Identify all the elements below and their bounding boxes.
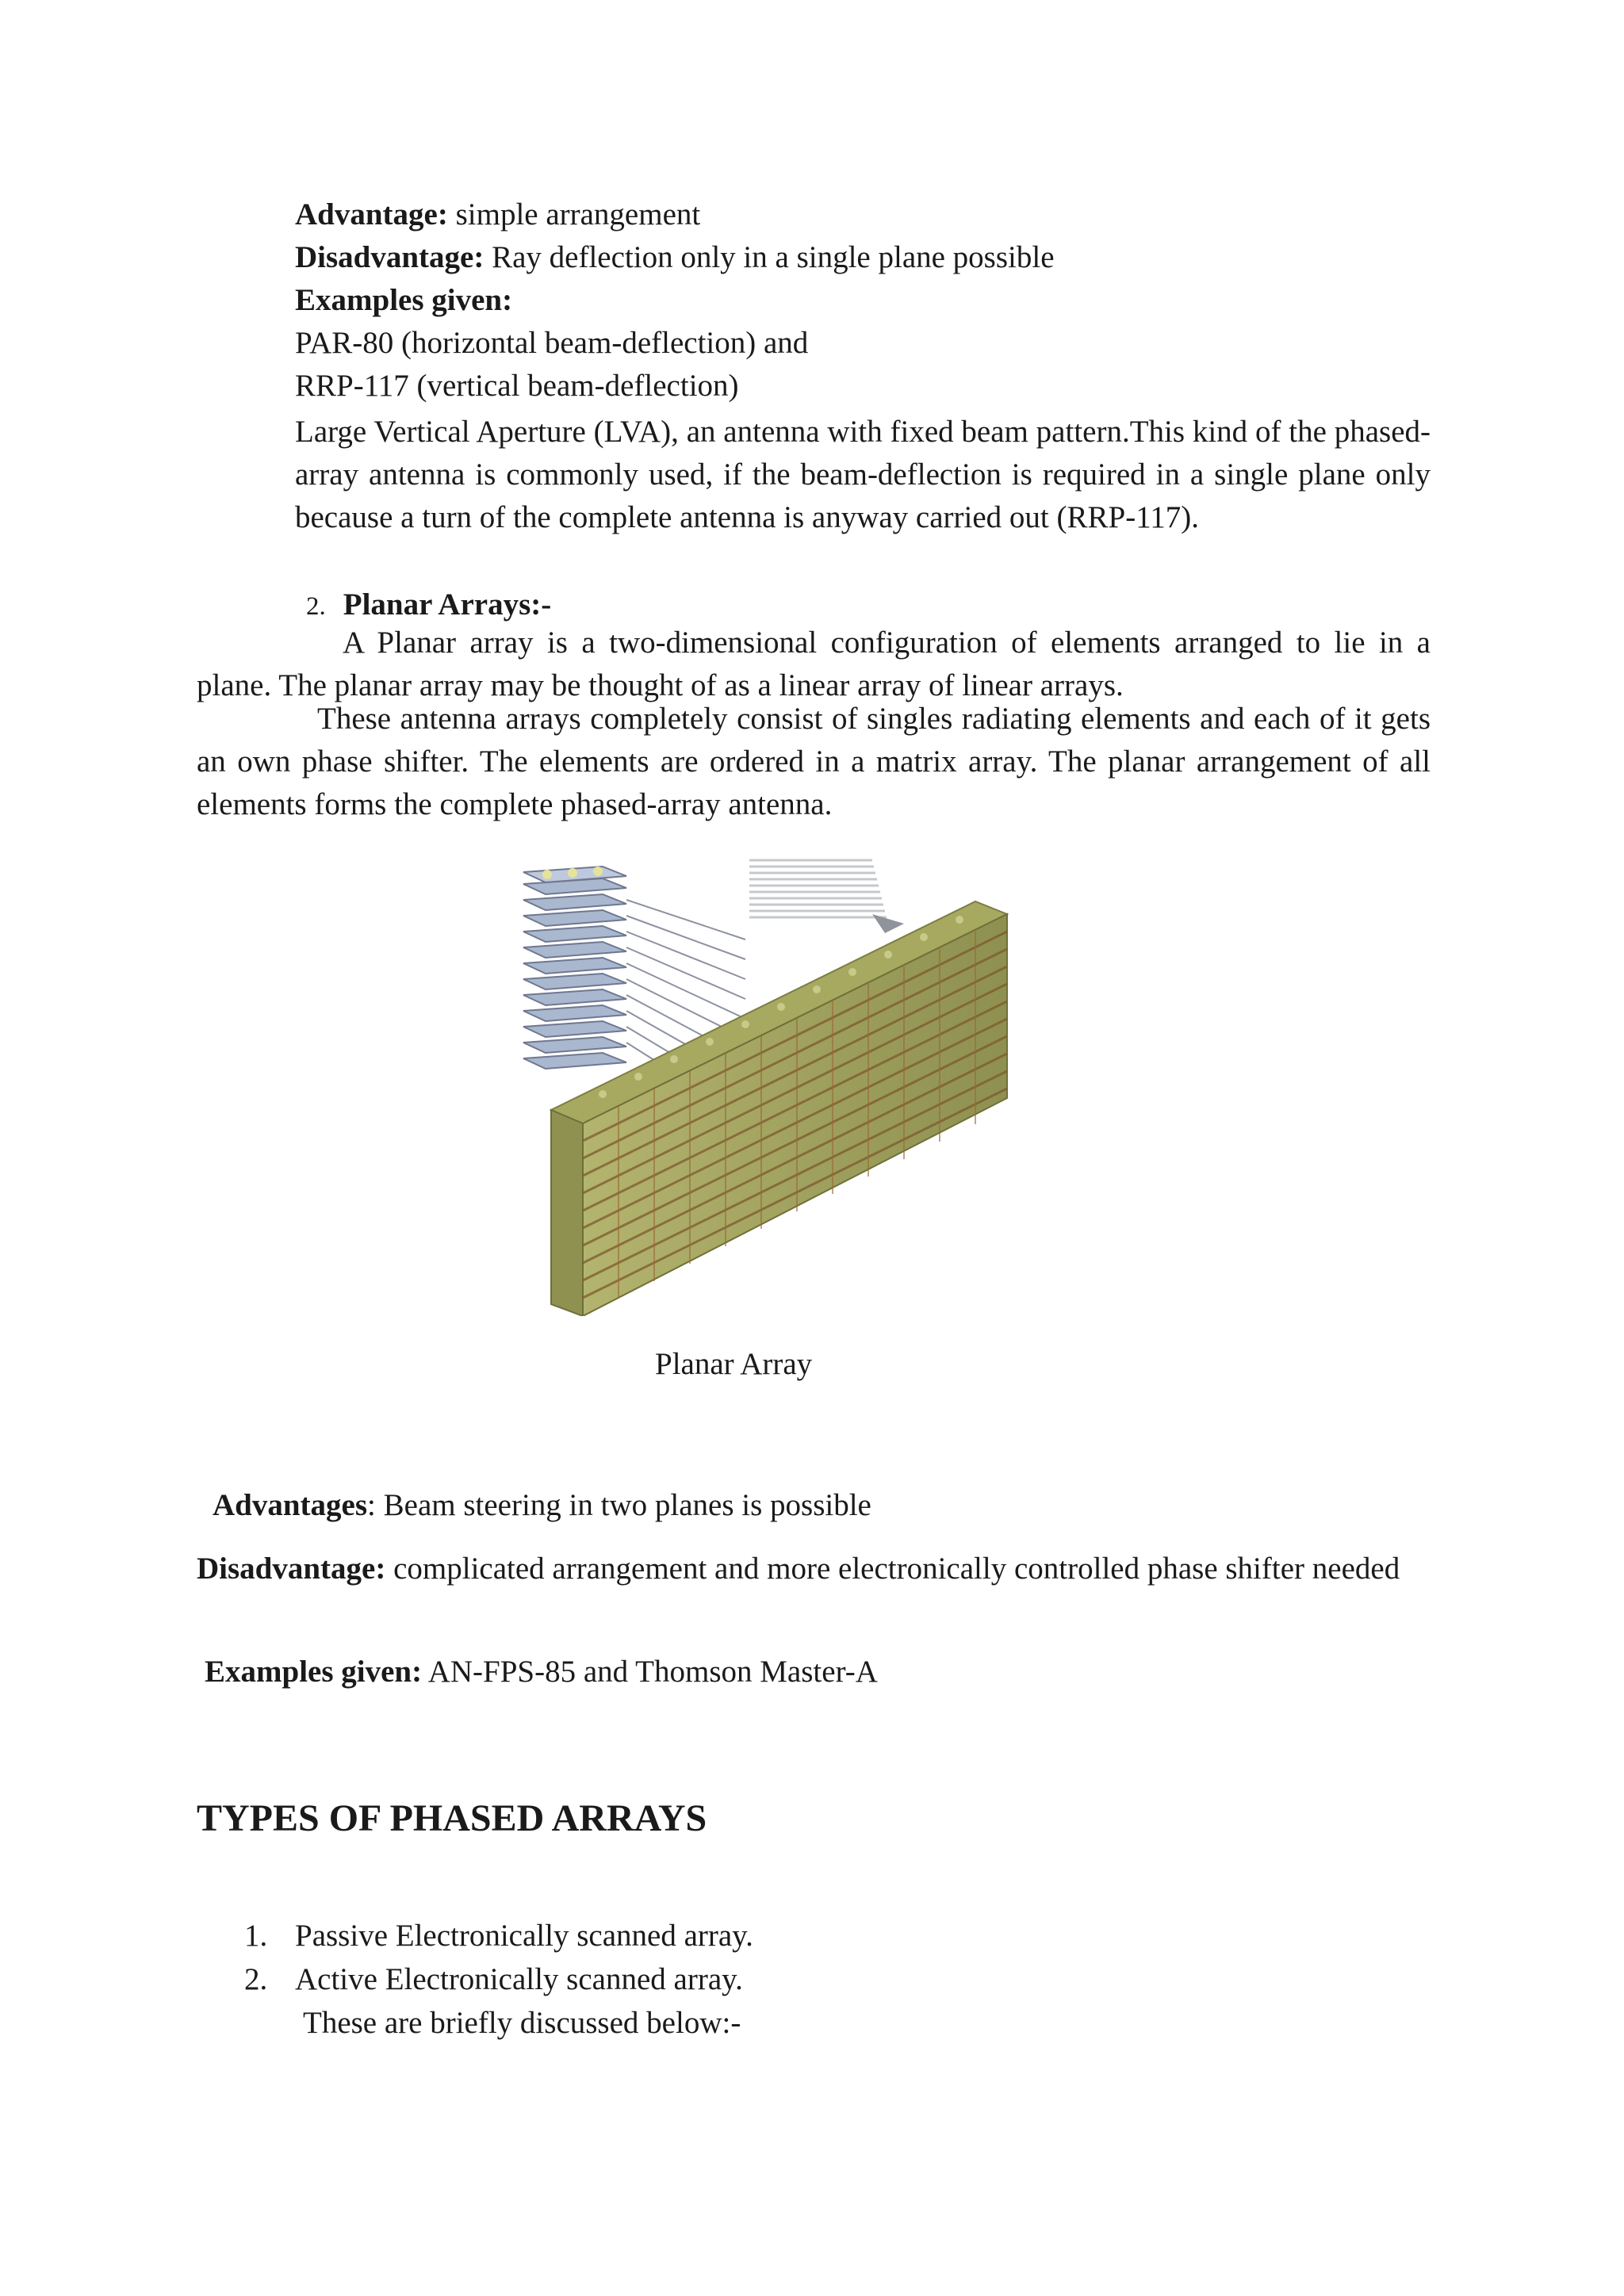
examples-label-line xyxy=(295,279,1431,322)
advantage-text: simple arrangement xyxy=(447,197,701,232)
array-front-face xyxy=(551,1110,583,1316)
module-stack xyxy=(523,867,626,1069)
figure-caption: Planar Array xyxy=(655,1347,813,1381)
discussion-note: These are briefly discussed below:- xyxy=(303,2006,741,2040)
planar-advantages xyxy=(213,1484,871,1527)
arrow-tip xyxy=(872,914,904,933)
planar-disadvantage-text: complicated arrangement and more electronically controlled phase shifter needed xyxy=(385,1552,1400,1586)
advantage-label: Advantage: xyxy=(295,197,448,232)
planar-examples-label: Examples given: xyxy=(205,1655,423,1689)
planar-examples-text: AN-FPS-85 and Thomson Master-A xyxy=(422,1655,878,1689)
lva-paragraph: Large Vertical Aperture (LVA), an antenna with fixed beam pattern.This kind of the phased-array antenna is commonly used, if the beam-deflection is required in a single plane only because a turn of the complete antenna is anyway carried out (RRP-117). xyxy=(295,415,1431,534)
ray-lines xyxy=(749,860,887,917)
examples-label: Examples given: xyxy=(295,283,513,317)
list-item: Passive Electronically scanned array. xyxy=(295,1919,753,1953)
disadvantage-label: Disadvantage: xyxy=(295,240,485,274)
advantage-line xyxy=(295,193,1431,236)
array-side-face xyxy=(583,914,1007,1316)
example-rrp117: RRP-117 (vertical beam-deflection) xyxy=(295,369,739,403)
planar-advantages-label: Advantages xyxy=(213,1488,368,1522)
planar-examples xyxy=(205,1651,878,1693)
list-item-number: 2. xyxy=(244,1962,268,1996)
list-item: Active Electronically scanned array. xyxy=(295,1962,743,1996)
types-heading: TYPES OF PHASED ARRAYS xyxy=(197,1797,707,1839)
linear-array-summary xyxy=(295,193,1431,408)
disadvantage-line xyxy=(295,236,1431,279)
disadvantage-text: Ray deflection only in a single plane possible xyxy=(484,240,1055,274)
planar-array-figure xyxy=(508,852,1015,1316)
planar-disadvantage xyxy=(197,1548,1431,1590)
planar-description: These antenna arrays completely consist of singles radiating elements and each of it gets an own phase shifter. The elements are ordered in a matrix array. The planar arrangement of all elements forms the complete phased-array antenna. xyxy=(197,702,1431,821)
list-item-number: 1. xyxy=(244,1919,268,1953)
planar-disadvantage-label: Disadvantage: xyxy=(197,1552,386,1586)
planar-definition: A Planar array is a two-dimensional configuration of elements arranged to lie in a plane. The planar array may be thought of as a linear array of linear arrays. xyxy=(197,626,1431,702)
example-par80: PAR-80 (horizontal beam-deflection) and xyxy=(295,326,809,360)
planar-advantages-text: : Beam steering in two planes is possible xyxy=(367,1488,871,1522)
planar-heading-number: 2. xyxy=(306,592,326,621)
planar-heading-text: Planar Arrays:- xyxy=(343,587,552,622)
